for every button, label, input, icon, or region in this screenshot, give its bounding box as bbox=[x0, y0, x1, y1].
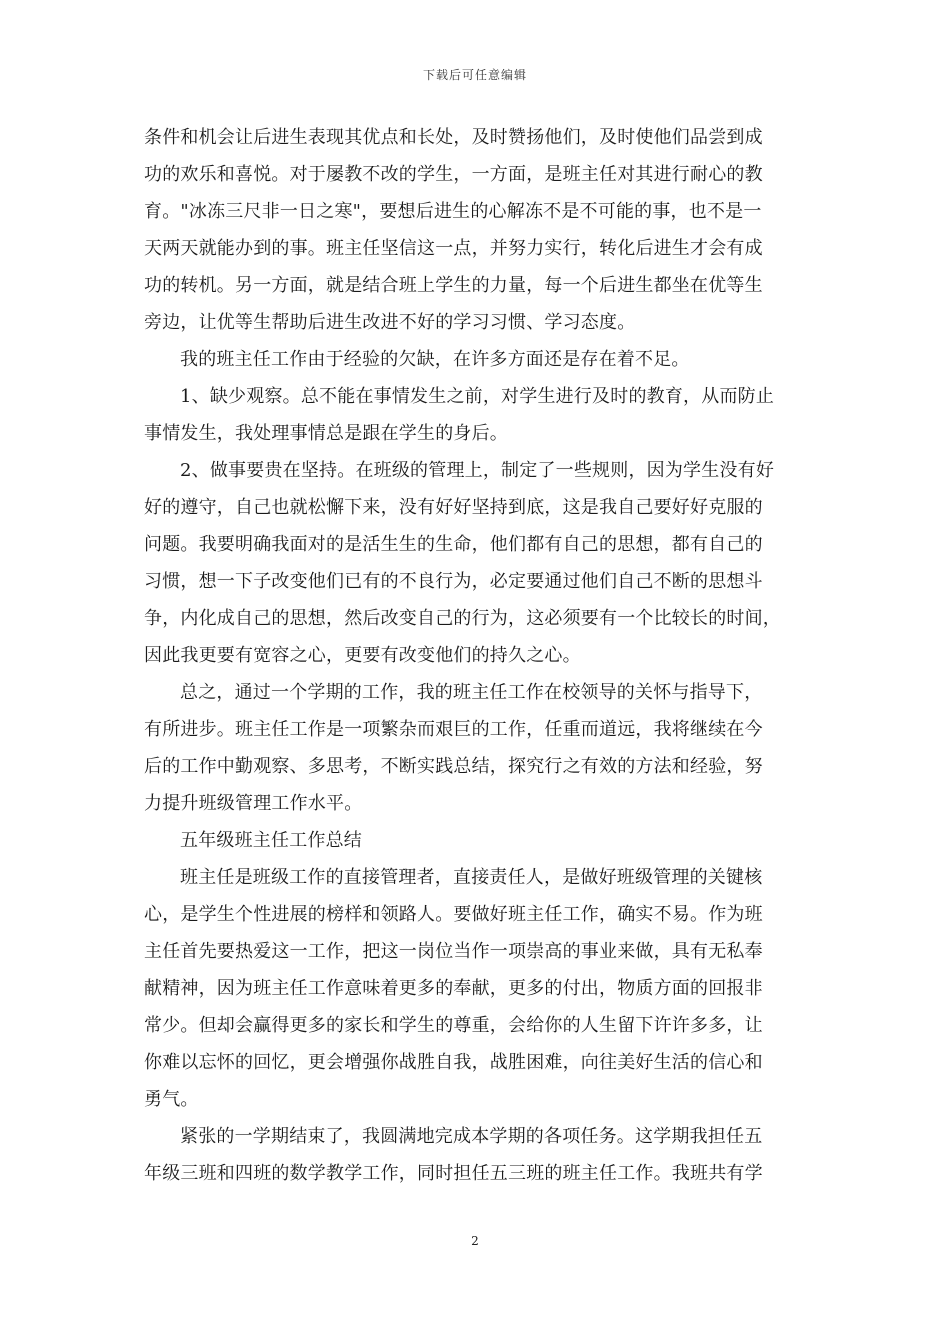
section-title: 五年级班主任工作总结 bbox=[180, 830, 362, 851]
text-line: 年级三班和四班的数学教学工作，同时担任五三班的班主任工作。我班共有学 bbox=[144, 1163, 763, 1184]
text-line: 力提升班级管理工作水平。 bbox=[144, 793, 363, 814]
text-line: 条件和机会让后进生表现其优点和长处，及时赞扬他们，及时使他们品尝到成 bbox=[144, 127, 763, 148]
text-line: 心，是学生个性进展的榜样和领路人。要做好班主任工作，确实不易。作为班 bbox=[144, 904, 763, 925]
text-line: 旁边，让优等生帮助后进生改进不好的学习习惯、学习态度。 bbox=[144, 312, 636, 333]
text-line: 育。"冰冻三尺非一日之寒"，要想后进生的心解冻不是不可能的事，也不是一 bbox=[144, 201, 762, 222]
paragraph-start: 2、做事要贵在坚持。在班级的管理上，制定了一些规则，因为学生没有好 bbox=[180, 460, 775, 481]
text-line: 因此我更要有宽容之心，更要有改变他们的持久之心。 bbox=[144, 645, 581, 666]
text-line: 主任首先要热爱这一工作，把这一岗位当作一项崇高的事业来做，具有无私奉 bbox=[144, 941, 763, 962]
text-line: 献精神，因为班主任工作意味着更多的奉献，更多的付出，物质方面的回报非 bbox=[144, 978, 763, 999]
text-line: 事情发生，我处理事情总是跟在学生的身后。 bbox=[144, 423, 508, 444]
page-number: 2 bbox=[471, 1234, 479, 1248]
document-body bbox=[144, 119, 814, 1192]
paragraph-start: 总之，通过一个学期的工作，我的班主任工作在校领导的关怀与指导下， bbox=[180, 682, 763, 703]
text-line: 勇气。 bbox=[144, 1089, 199, 1110]
text-line: 常少。但却会赢得更多的家长和学生的尊重，会给你的人生留下许许多多，让 bbox=[144, 1015, 763, 1036]
text-line: 有所进步。班主任工作是一项繁杂而艰巨的工作，任重而道远，我将继续在今 bbox=[144, 719, 763, 740]
paragraph-start: 我的班主任工作由于经验的欠缺，在许多方面还是存在着不足。 bbox=[180, 349, 690, 370]
text-line: 争，内化成自己的思想，然后改变自己的行为，这必须要有一个比较长的时间， bbox=[144, 608, 781, 629]
text-line: 好的遵守，自己也就松懈下来，没有好好坚持到底，这是我自己要好好克服的 bbox=[144, 497, 763, 518]
text-line: 你难以忘怀的回忆，更会增强你战胜自我，战胜困难，向往美好生活的信心和 bbox=[144, 1052, 763, 1073]
text-line: 后的工作中勤观察、多思考，不断实践总结，探究行之有效的方法和经验，努 bbox=[144, 756, 763, 777]
text-line: 习惯，想一下子改变他们已有的不良行为，必定要通过他们自己不断的思想斗 bbox=[144, 571, 763, 592]
paragraph-start: 班主任是班级工作的直接管理者，直接责任人，是做好班级管理的关键核 bbox=[180, 867, 763, 888]
text-line: 天两天就能办到的事。班主任坚信这一点，并努力实行，转化后进生才会有成 bbox=[144, 238, 763, 259]
paragraph-start: 1、缺少观察。总不能在事情发生之前，对学生进行及时的教育，从而防止 bbox=[180, 386, 775, 407]
text-line: 问题。我要明确我面对的是活生生的生命，他们都有自己的思想，都有自己的 bbox=[144, 534, 763, 555]
page-header: 下载后可任意编辑 bbox=[422, 68, 527, 82]
text-line: 功的转机。另一方面，就是结合班上学生的力量，每一个后进生都坐在优等生 bbox=[144, 275, 763, 296]
paragraph-start: 紧张的一学期结束了，我圆满地完成本学期的各项任务。这学期我担任五 bbox=[180, 1126, 763, 1147]
text-line: 功的欢乐和喜悦。对于屡教不改的学生，一方面，是班主任对其进行耐心的教 bbox=[144, 164, 763, 185]
